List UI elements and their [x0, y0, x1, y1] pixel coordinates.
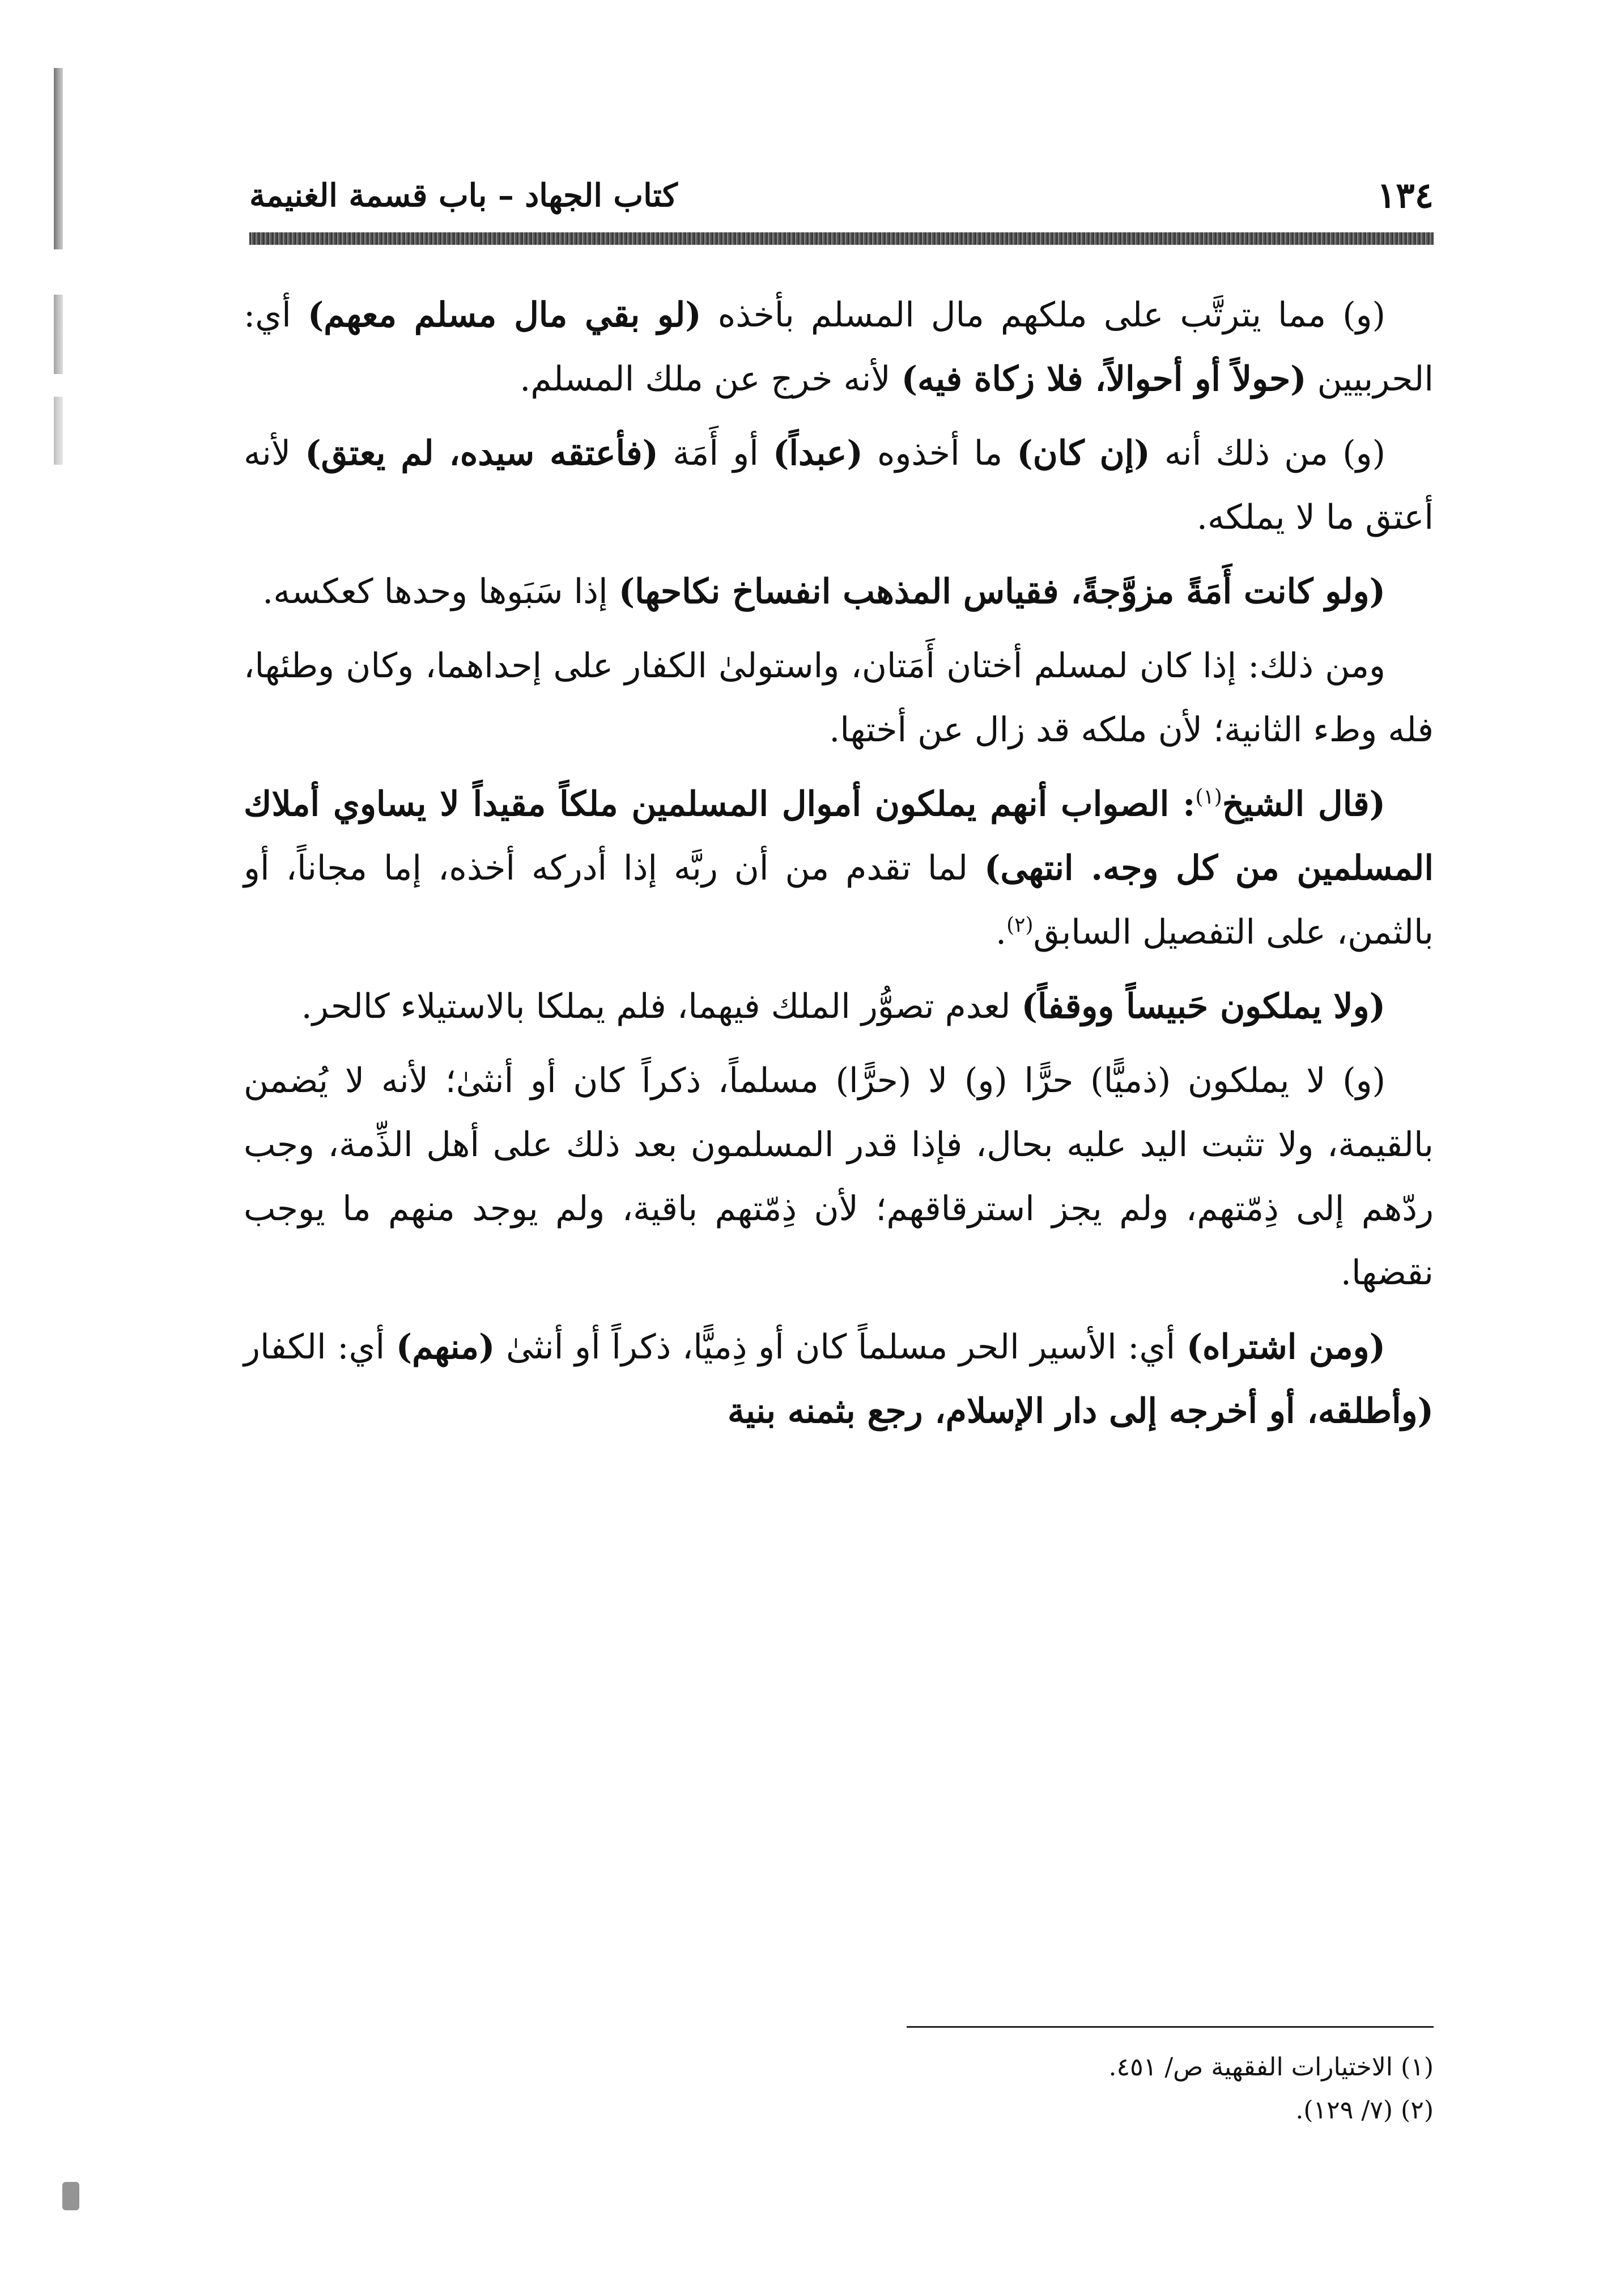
- matn-text: (ولا يملكون حَبيساً ووقفاً): [1021, 987, 1385, 1026]
- header-rule: [249, 232, 1434, 245]
- matn-text: (لو بقي مال مسلم معهم): [307, 295, 702, 335]
- sharh-text: (و) مما يترتَّب على ملكهم مال المسلم بأخذه: [701, 295, 1385, 335]
- paragraph-5: [244, 762, 1434, 965]
- sharh-text: لما تقدم من أن ربَّه إذا أدركه أخذه، إما مجاناً، أو بالثمن، على التفصيل السابق: [244, 848, 1434, 952]
- paragraph-4: [244, 624, 1434, 762]
- paragraph-6: [244, 965, 1434, 1039]
- footnote-ref: (٢): [1006, 914, 1034, 937]
- scan-edge-mark: [54, 397, 63, 465]
- sharh-text: لأنه خرج عن ملك المسلم.: [520, 359, 902, 399]
- matn-text: : الصواب أنهم يملكون أموال المسلمين ملكاً مقيداً لا يساوي أملاك المسلمين من كل وجه. انتهى): [244, 784, 1434, 888]
- sharh-text: .: [996, 912, 1007, 952]
- page-number: ١٣٤: [1377, 175, 1434, 216]
- footnote-separator: [907, 2026, 1434, 2028]
- matn-text: (إن كان): [1017, 434, 1150, 473]
- running-header: [249, 170, 1434, 255]
- sharh-text: (و) لا يملكون (ذميًّا) حرًّا (و) لا (حرًّا) مسلماً، ذكراً كان أو أنثىٰ؛ لأنه لا يُضمن بالقيمة، ولا تثبت اليد عليه بحال، فإذا قدر المسلمون بعد ذلك على أهل الذِّمة، وجب ردّهم إلى ذِمّتهم، ولم يجز استرقاقهم؛ لأن ذِمّتهم باقية، ولم يوجد منهم ما يوجب نقضها.: [244, 1061, 1434, 1293]
- paragraph-3: [244, 550, 1434, 624]
- sharh-text: أو أَمَة: [658, 434, 773, 473]
- sharh-text: ومن ذلك: إذا كان لمسلم أختان أَمَتان، واستولىٰ الكفار على إحداهما، وكان وطئها، فله وطء الثانية؛ لأن ملكه قد زال عن أختها.: [244, 646, 1434, 750]
- footnote-1: (١) الاختيارات الفقهية ص/ ٤٥١.: [1108, 2053, 1434, 2082]
- sharh-text: لعدم تصوُّر الملك فيهما، فلم يملكا بالاستيلاء كالحر.: [301, 987, 1022, 1026]
- paragraph-8: [244, 1305, 1434, 1443]
- scan-edge-mark: [54, 68, 63, 249]
- matn-text: (ومن اشتراه): [1186, 1327, 1385, 1367]
- paragraph-1: [244, 283, 1434, 411]
- scan-edge-mark: [62, 2182, 79, 2210]
- footnote-2: (٢) (٧/ ١٢٩).: [1295, 2096, 1434, 2125]
- sharh-text: ما أخذوه: [862, 434, 1017, 473]
- matn-text: (منهم): [396, 1327, 495, 1367]
- header-title: كتاب الجهاد – باب قسمة الغنيمة: [249, 177, 678, 214]
- footnote-ref: (١): [1195, 785, 1222, 809]
- scan-edge-mark: [54, 295, 63, 374]
- paragraph-7: [244, 1039, 1434, 1305]
- matn-text: (وأطلقه، أو أخرجه إلى دار الإسلام، رجع بثمنه بنية: [727, 1391, 1434, 1431]
- paragraph-2: [244, 411, 1434, 550]
- sharh-text: أي: الكفار: [244, 1327, 396, 1367]
- main-text: [244, 283, 1434, 1443]
- sharh-text: إذا سَبَوها وحدها كعكسه.: [262, 572, 619, 612]
- matn-text: (قال الشيخ: [1222, 784, 1385, 824]
- matn-text: (حولاً أو أحوالاً، فلا زكاة فيه): [901, 359, 1307, 399]
- sharh-text: (و) من ذلك أنه: [1150, 434, 1385, 473]
- matn-text: (ولو كانت أَمَةً مزوَّجةً، فقياس المذهب انفساخ نكاحها): [618, 572, 1385, 612]
- footnotes: [244, 2046, 1434, 2132]
- matn-text: (عبداً): [773, 434, 863, 473]
- matn-text: (فأعتقه سيده، لم يعتق): [305, 434, 658, 473]
- sharh-text: أي: الحربيين: [244, 295, 1434, 399]
- sharh-text: أي: الأسير الحر مسلماً كان أو ذِميًّا، ذكراً أو أنثىٰ: [495, 1327, 1187, 1367]
- sharh-text: لأنه أعتق ما لا يملكه.: [244, 434, 1434, 537]
